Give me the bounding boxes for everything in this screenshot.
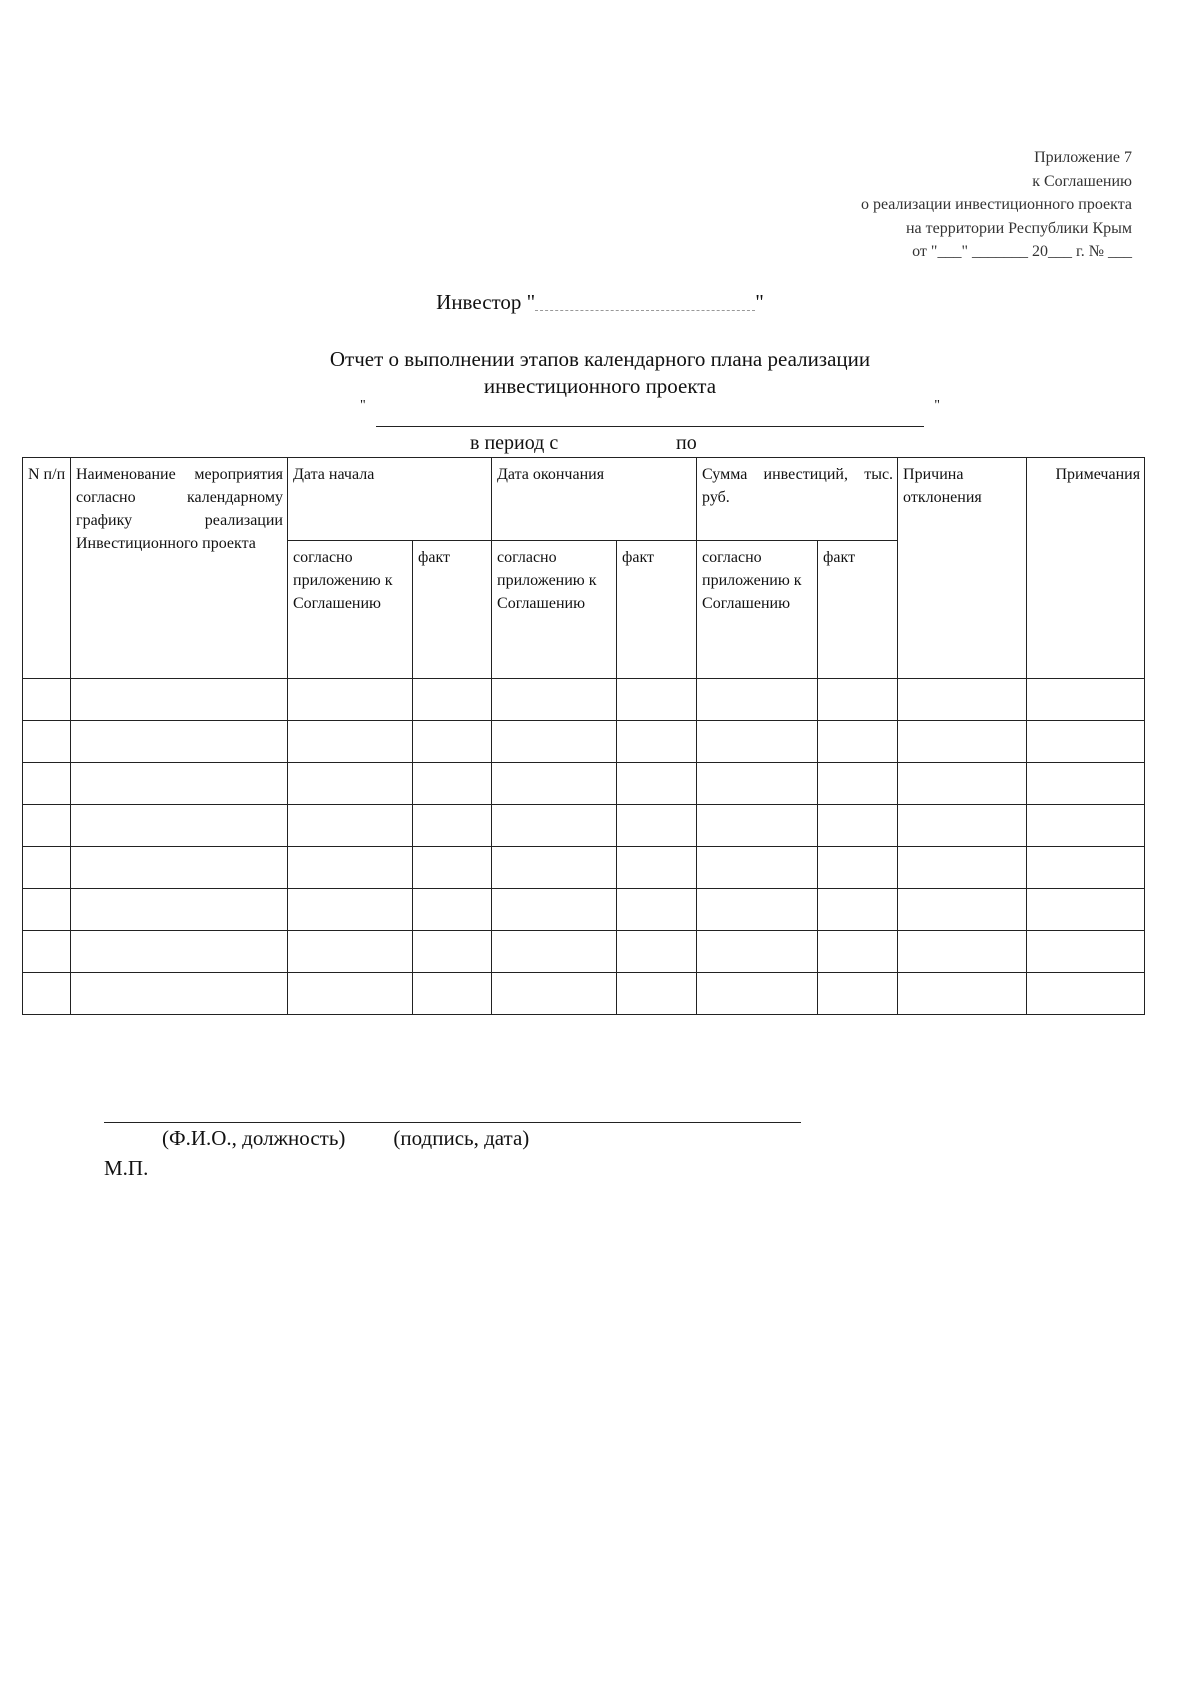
table-row xyxy=(23,721,1145,763)
report-title-line-1: Отчет о выполнении этапов календарного плана реализации xyxy=(329,347,871,371)
table-cell xyxy=(898,931,1027,973)
table-cell xyxy=(71,679,288,721)
header-name: Наименование мероприятия согласно календарному графику реализации Инвестиционного проекта xyxy=(71,458,288,679)
table-cell xyxy=(617,763,697,805)
subheader-start-fact: факт xyxy=(413,541,492,679)
table-cell xyxy=(71,847,288,889)
subheader-start-planned: согласно приложению к Соглашению xyxy=(288,541,413,679)
table-cell xyxy=(818,805,898,847)
table-cell xyxy=(23,805,71,847)
table-cell xyxy=(697,721,818,763)
table-cell xyxy=(1027,805,1145,847)
report-title-line-2: инвестиционного проекта xyxy=(483,374,717,398)
table-cell xyxy=(617,931,697,973)
table-cell xyxy=(413,973,492,1015)
table-cell xyxy=(71,763,288,805)
period-to xyxy=(676,432,697,455)
header-end-date: Дата окончания xyxy=(492,458,697,541)
appendix-header xyxy=(861,146,1132,264)
table-cell xyxy=(1027,889,1145,931)
investor-close-quote: " xyxy=(755,290,764,314)
investor-name-blank xyxy=(535,292,755,311)
table-cell xyxy=(697,679,818,721)
table-cell xyxy=(288,889,413,931)
table-cell xyxy=(288,805,413,847)
table-cell xyxy=(23,763,71,805)
header-sum: Сумма инвестиций, тыс. руб. xyxy=(697,458,898,541)
table-cell xyxy=(492,763,617,805)
signature-line xyxy=(104,1122,801,1123)
table-cell xyxy=(898,973,1027,1015)
table-row xyxy=(23,805,1145,847)
appendix-line-2: к Соглашению xyxy=(1032,172,1132,190)
table-cell xyxy=(492,889,617,931)
table-cell xyxy=(288,973,413,1015)
subheader-reason-empty xyxy=(898,541,1027,679)
subheader-notes-empty xyxy=(1027,541,1145,679)
table-cell xyxy=(492,973,617,1015)
appendix-line-1: Приложение 7 xyxy=(1034,149,1132,166)
table-cell xyxy=(413,763,492,805)
table-cell xyxy=(1027,679,1145,721)
table-cell xyxy=(492,721,617,763)
table-cell xyxy=(492,805,617,847)
table-cell xyxy=(697,931,818,973)
table-cell xyxy=(413,805,492,847)
table-cell xyxy=(23,679,71,721)
table-cell xyxy=(288,931,413,973)
period-from xyxy=(470,432,558,455)
appendix-line-5: от "___" _______ 20___ г. № ___ xyxy=(912,243,1132,260)
report-title xyxy=(0,346,1200,400)
table-cell xyxy=(697,763,818,805)
table-cell xyxy=(71,973,288,1015)
table-cell xyxy=(617,889,697,931)
signature-labels xyxy=(162,1126,529,1151)
table-cell xyxy=(23,889,71,931)
table-cell xyxy=(492,931,617,973)
stamp-label: М.П. xyxy=(104,1156,149,1180)
appendix-line-4: на территории Республики Крым xyxy=(905,219,1132,237)
table-cell xyxy=(413,679,492,721)
table-cell xyxy=(288,679,413,721)
table-cell xyxy=(71,805,288,847)
investor-label: Инвестор " xyxy=(436,290,536,314)
table-row xyxy=(23,679,1145,721)
investor-line xyxy=(0,290,1200,315)
table-cell xyxy=(898,847,1027,889)
table-cell xyxy=(1027,847,1145,889)
subheader-end-fact: факт xyxy=(617,541,697,679)
table-cell xyxy=(818,763,898,805)
project-name-blank-line xyxy=(376,426,924,427)
project-name-close-quote: " xyxy=(934,398,940,413)
table-cell xyxy=(818,721,898,763)
table-cell xyxy=(23,847,71,889)
table-cell xyxy=(818,973,898,1015)
table-cell xyxy=(413,847,492,889)
table-cell xyxy=(697,973,818,1015)
period-from-label: в период с xyxy=(470,432,559,454)
project-name-field xyxy=(360,398,940,428)
table-row xyxy=(23,889,1145,931)
table-cell xyxy=(818,931,898,973)
table-cell xyxy=(413,721,492,763)
table-cell xyxy=(1027,763,1145,805)
table-cell xyxy=(288,721,413,763)
table-row xyxy=(23,847,1145,889)
table-cell xyxy=(898,679,1027,721)
table-cell xyxy=(23,973,71,1015)
table-cell xyxy=(288,847,413,889)
table-cell xyxy=(71,931,288,973)
signature-sign-label: (подпись, дата) xyxy=(393,1126,530,1150)
table-cell xyxy=(818,679,898,721)
table-cell xyxy=(697,889,818,931)
table-cell xyxy=(617,973,697,1015)
table-header-row xyxy=(23,458,1145,541)
table-cell xyxy=(413,931,492,973)
table-cell xyxy=(898,889,1027,931)
table-row xyxy=(23,973,1145,1015)
project-name-open-quote: " xyxy=(360,398,366,413)
subheader-sum-fact: факт xyxy=(818,541,898,679)
table-cell xyxy=(617,847,697,889)
header-reason: Причина отклонения xyxy=(898,458,1027,541)
table-row xyxy=(23,763,1145,805)
signature-fio-label: (Ф.И.О., должность) xyxy=(162,1126,346,1150)
table-cell xyxy=(71,721,288,763)
table-cell xyxy=(492,847,617,889)
report-table xyxy=(22,457,1145,1015)
table-cell xyxy=(288,763,413,805)
subheader-sum-planned: согласно приложению к Соглашению xyxy=(697,541,818,679)
table-cell xyxy=(818,889,898,931)
table-cell xyxy=(617,721,697,763)
table-cell xyxy=(23,931,71,973)
table-cell xyxy=(898,805,1027,847)
header-start-date: Дата начала xyxy=(288,458,492,541)
header-num: N п/п xyxy=(23,458,71,679)
subheader-end-planned: согласно приложению к Соглашению xyxy=(492,541,617,679)
appendix-line-3: о реализации инвестиционного проекта xyxy=(860,196,1132,213)
table-cell xyxy=(898,721,1027,763)
table-cell xyxy=(1027,721,1145,763)
table-cell xyxy=(697,805,818,847)
table-cell xyxy=(818,847,898,889)
period-to-label: по xyxy=(676,432,697,454)
table-cell xyxy=(492,679,617,721)
table-cell xyxy=(617,805,697,847)
table-cell xyxy=(1027,931,1145,973)
table-cell xyxy=(71,889,288,931)
table-cell xyxy=(898,763,1027,805)
table-cell xyxy=(1027,973,1145,1015)
table-row xyxy=(23,931,1145,973)
table-cell xyxy=(23,721,71,763)
header-notes: Примечания xyxy=(1027,458,1145,541)
table-cell xyxy=(413,889,492,931)
table-cell xyxy=(697,847,818,889)
table-cell xyxy=(617,679,697,721)
